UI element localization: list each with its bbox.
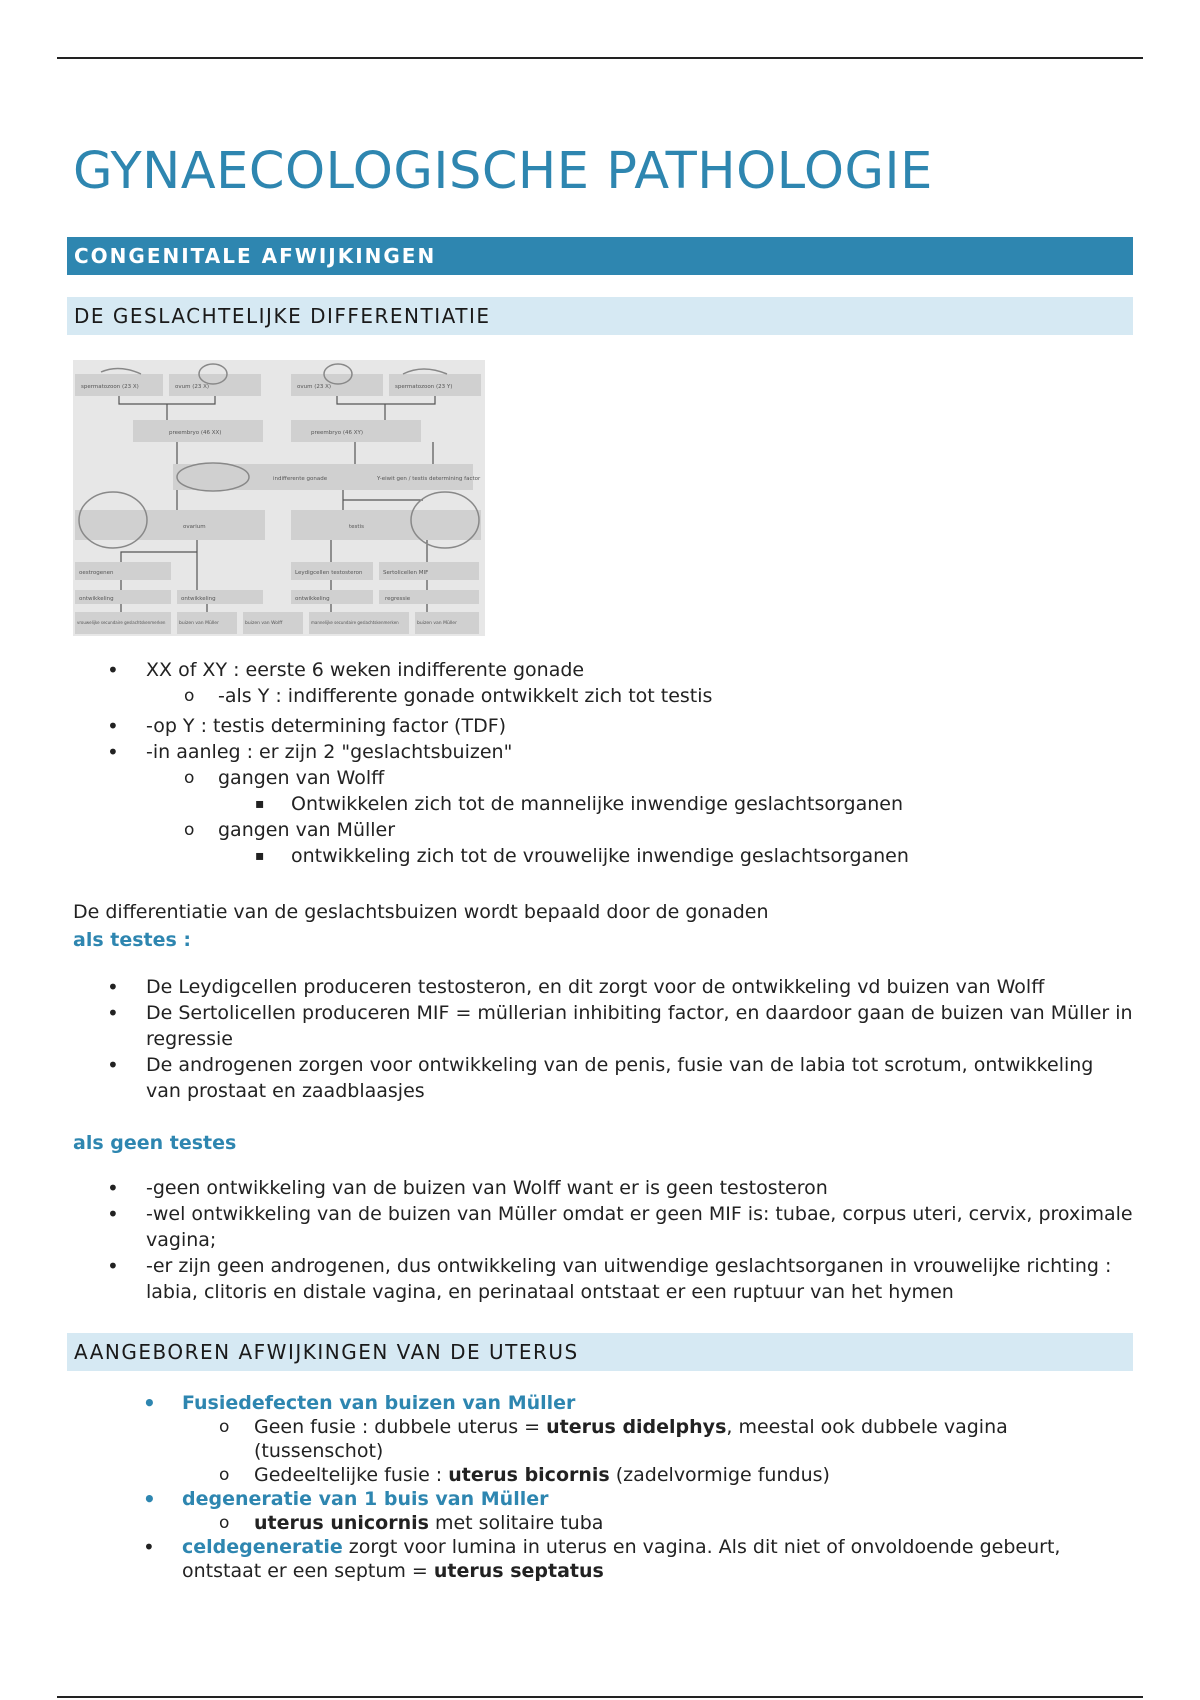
- figure-label: indifferente gonade: [273, 476, 328, 482]
- section-heading-congenitale: CONGENITALE AFWIJKINGEN: [67, 237, 1133, 275]
- text-span: met solitaire tuba: [428, 1512, 604, 1534]
- figure-label: regressie: [385, 596, 411, 602]
- figure-label: oestrogenen: [79, 570, 114, 576]
- list-item: o gangen van Wolff: [73, 765, 1133, 791]
- sperm-drawing: [403, 369, 447, 374]
- page-title: GYNAECOLOGISCHE PATHOLOGIE: [73, 142, 933, 201]
- figure-connector: [119, 396, 215, 420]
- paragraph: De differentiatie van de geslachtsbuizen wordt bepaald door de gonaden: [73, 901, 769, 923]
- list-item: [73, 1535, 1133, 1583]
- differentiation-figure: [73, 360, 485, 636]
- list-item: • -op Y : testis determining factor (TDF): [73, 713, 1133, 739]
- text-span: Geen fusie : dubbele uterus =: [254, 1416, 547, 1438]
- figure-label: vrouwelijke secundaire geslachtskenmerken: [77, 620, 166, 625]
- figure-label: buizen van Müller: [417, 621, 457, 626]
- list-item: • De androgenen zorgen voor ontwikkeling van de penis, fusie van de labia tot scrotum, ontwikkeling van prostaat en zaadblaasjes: [73, 1052, 1133, 1104]
- text-span: (zadelvormige fundus): [609, 1464, 830, 1486]
- subsection-heading-uterus: AANGEBOREN AFWIJKINGEN VAN DE UTERUS: [67, 1333, 1133, 1371]
- figure-label: spermatozoon (23 X): [81, 384, 139, 390]
- heading-als-geen-testes: als geen testes: [73, 1132, 237, 1154]
- figure-label: ontwikkeling: [79, 596, 114, 602]
- figure-label: mannelijke secundaire geslachtskenmerken: [311, 620, 399, 625]
- figure-label: buizen van Wolff: [245, 621, 283, 626]
- figure-label: preembryo (46 XY): [311, 430, 364, 436]
- testes-list: [73, 974, 1133, 1104]
- list-item: • De Leydigcellen produceren testosteron, en dit zorgt voor de ontwikkeling vd buizen van Wolff: [73, 974, 1133, 1000]
- heading-als-testes: als testes :: [73, 929, 192, 951]
- list-item: ▪ ontwikkeling zich tot de vrouwelijke inwendige geslachtsorganen: [73, 843, 1133, 869]
- figure-label: ontwikkeling: [181, 596, 216, 602]
- list-item: • De Sertolicellen produceren MIF = müllerian inhibiting factor, en daardoor gaan de buizen van Müller in regressie: [73, 1000, 1133, 1052]
- list-item: o gangen van Müller: [73, 817, 1133, 843]
- geen-testes-list: [73, 1175, 1133, 1305]
- figure-box: [291, 510, 481, 540]
- figure-connector: [337, 396, 435, 420]
- differentiation-diagram: [73, 360, 485, 636]
- list-item: o -als Y : indifferente gonade ontwikkelt zich tot testis: [73, 683, 1133, 709]
- text-span: , meestal ook dubbele vagina (tussenschot): [254, 1416, 1008, 1462]
- figure-label: testis: [349, 524, 364, 530]
- figure-label: Sertolicellen MIF: [383, 570, 429, 576]
- figure-connector: [177, 490, 423, 510]
- figure-label: ovum (23 X): [297, 384, 332, 390]
- list-item: [73, 1463, 1133, 1487]
- sperm-drawing: [101, 368, 141, 374]
- differentiation-list: [73, 657, 1133, 869]
- list-item: • -in aanleg : er zijn 2 "geslachtsbuizen": [73, 739, 1133, 765]
- list-item: ▪ Ontwikkelen zich tot de mannelijke inwendige geslachtsorganen: [73, 791, 1133, 817]
- list-item: • -er zijn geen androgenen, dus ontwikkeling van uitwendige geslachtsorganen in vrouwelijke richting : labia, clitoris en distale vagina, en perinataal ontstaat er een ruptuur van het hymen: [73, 1253, 1133, 1305]
- list-item: • -geen ontwikkeling van de buizen van Wolff want er is geen testosteron: [73, 1175, 1133, 1201]
- list-item: • XX of XY : eerste 6 weken indifferente gonade: [73, 657, 1133, 683]
- bottom-rule: [57, 1696, 1143, 1698]
- figure-label: spermatozoon (23 Y): [395, 384, 453, 390]
- list-item-degeneratie: • degeneratie van 1 buis van Müller: [73, 1487, 1133, 1511]
- figure-label: ovarium: [183, 524, 206, 530]
- text-span: zorgt voor lumina in uterus en vagina. Als dit niet of onvoldoende gebeurt, ontstaat er een septum =: [182, 1536, 1061, 1582]
- figure-label: ontwikkeling: [295, 596, 330, 602]
- term-uterus-didelphys: uterus didelphys: [546, 1416, 727, 1438]
- subsection-heading-differentiatie: DE GESLACHTELIJKE DIFFERENTIATIE: [67, 297, 1133, 335]
- text-span: Gedeeltelijke fusie :: [254, 1464, 449, 1486]
- figure-box: [75, 510, 265, 540]
- term-celdegeneratie: celdegeneratie: [182, 1536, 343, 1558]
- figure-label: Leydigcellen testosteron: [295, 570, 363, 576]
- list-item: [73, 1415, 1133, 1463]
- list-item: • -wel ontwikkeling van de buizen van Müller omdat er geen MIF is: tubae, corpus uteri, cervix, proximale vagina;: [73, 1201, 1133, 1253]
- term-uterus-septatus: uterus septatus: [433, 1560, 604, 1582]
- top-rule: [57, 57, 1143, 59]
- list-item-fusiedefecten: • Fusiedefecten van buizen van Müller: [73, 1391, 1133, 1415]
- term-uterus-unicornis: uterus unicornis: [254, 1512, 429, 1534]
- figure-label: buizen van Müller: [179, 621, 219, 626]
- term-uterus-bicornis: uterus bicornis: [448, 1464, 610, 1486]
- figure-connector: [331, 540, 427, 562]
- list-item: [73, 1511, 1133, 1535]
- figure-connector: [177, 442, 433, 464]
- figure-label: preembryo (46 XX): [169, 430, 222, 436]
- figure-label: Y-eiwit gen / testis determining factor: [377, 476, 481, 482]
- figure-label: ovum (23 X): [175, 384, 210, 390]
- uterus-list: [73, 1391, 1133, 1583]
